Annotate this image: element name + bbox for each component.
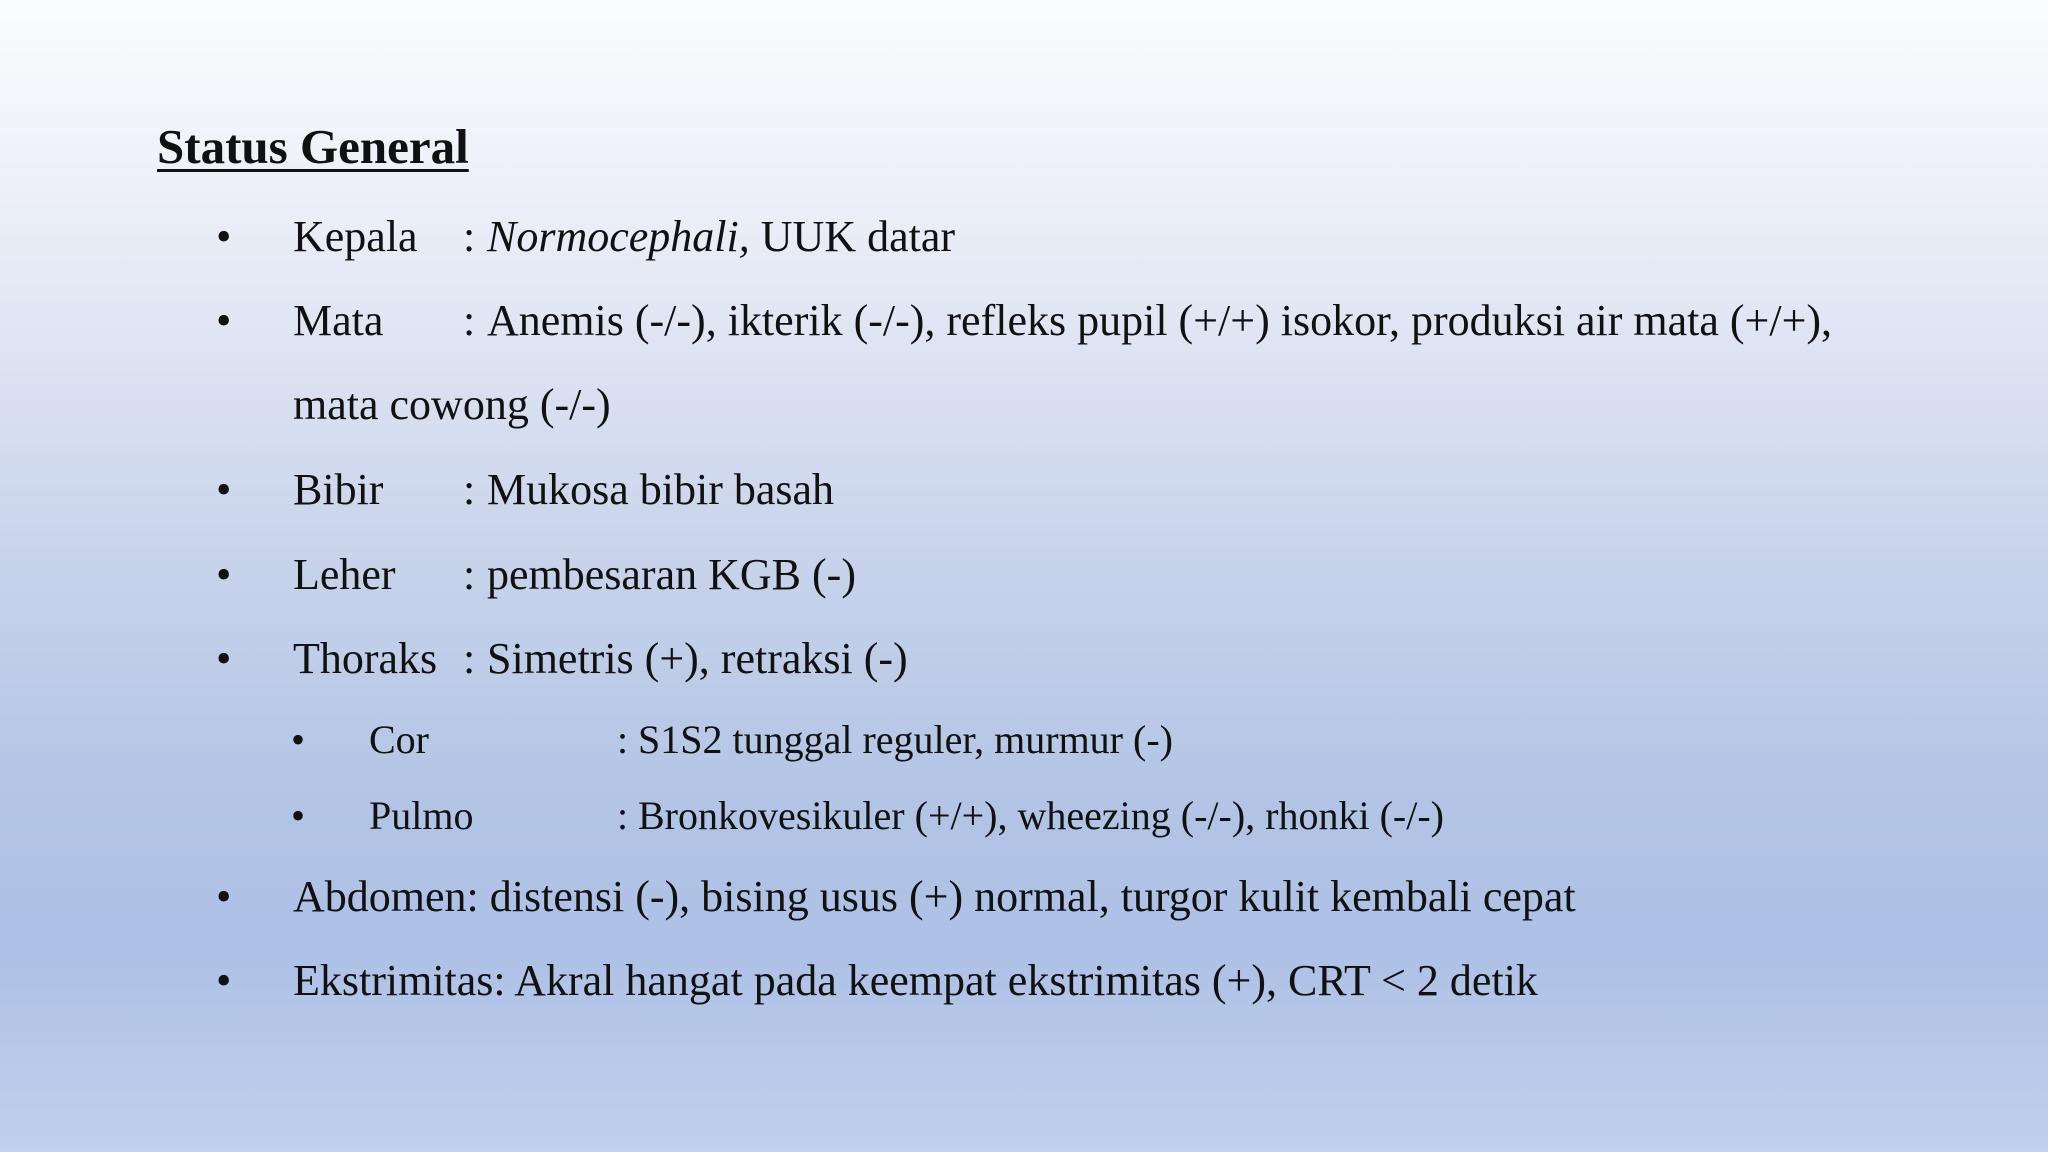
- sub-item-colon: :: [617, 717, 629, 762]
- bullet-icon: •: [216, 465, 232, 514]
- item-value: pembesaran KGB (-): [487, 550, 856, 599]
- sub-item-label: Pulmo: [369, 793, 474, 838]
- item-label: Mata: [293, 296, 384, 345]
- item-colon: :: [463, 212, 476, 261]
- sub-item-colon: :: [617, 793, 629, 838]
- item-value: Simetris (+), retraksi (-): [487, 634, 908, 683]
- item-value-rest: UUK datar: [749, 212, 956, 261]
- item-value: Anemis (-/-), ikterik (-/-), refleks pupil (+/+) isokor, produksi air mata (+/+),: [487, 296, 1833, 345]
- item-colon: :: [463, 550, 476, 599]
- bullet-icon: •: [216, 550, 232, 599]
- bullet-icon: •: [216, 212, 232, 261]
- bullet-icon: •: [216, 296, 232, 345]
- sub-item-value: S1S2 tunggal reguler, murmur (-): [638, 717, 1173, 762]
- item-label: Kepala: [293, 212, 418, 261]
- item-value: [487, 209, 955, 265]
- sub-item-value: Bronkovesikuler (+/+), wheezing (-/-), rhonki (-/-): [638, 793, 1444, 838]
- bullet-icon: •: [216, 634, 232, 683]
- bullet-icon: •: [216, 956, 232, 1005]
- item-text: Ekstrimitas: Akral hangat pada keempat ekstrimitas (+), CRT < 2 detik: [293, 956, 1538, 1005]
- item-label: Thoraks: [293, 634, 438, 683]
- bullet-icon: •: [291, 717, 306, 762]
- item-label: Bibir: [293, 465, 384, 514]
- item-colon: :: [463, 465, 476, 514]
- bullet-icon: •: [216, 872, 232, 921]
- item-colon: :: [463, 296, 476, 345]
- item-text: Abdomen: distensi (-), bising usus (+) normal, turgor kulit kembali cepat: [293, 872, 1576, 921]
- item-label: Leher: [293, 550, 396, 599]
- page-title: Status General: [157, 119, 469, 174]
- item-colon: :: [463, 634, 476, 683]
- item-value-italic: Normocephali,: [487, 212, 750, 261]
- item-value: Mukosa bibir basah: [487, 465, 835, 514]
- item-value-continuation: mata cowong (-/-): [293, 380, 611, 429]
- sub-item-label: Cor: [369, 717, 429, 762]
- bullet-icon: •: [291, 793, 306, 838]
